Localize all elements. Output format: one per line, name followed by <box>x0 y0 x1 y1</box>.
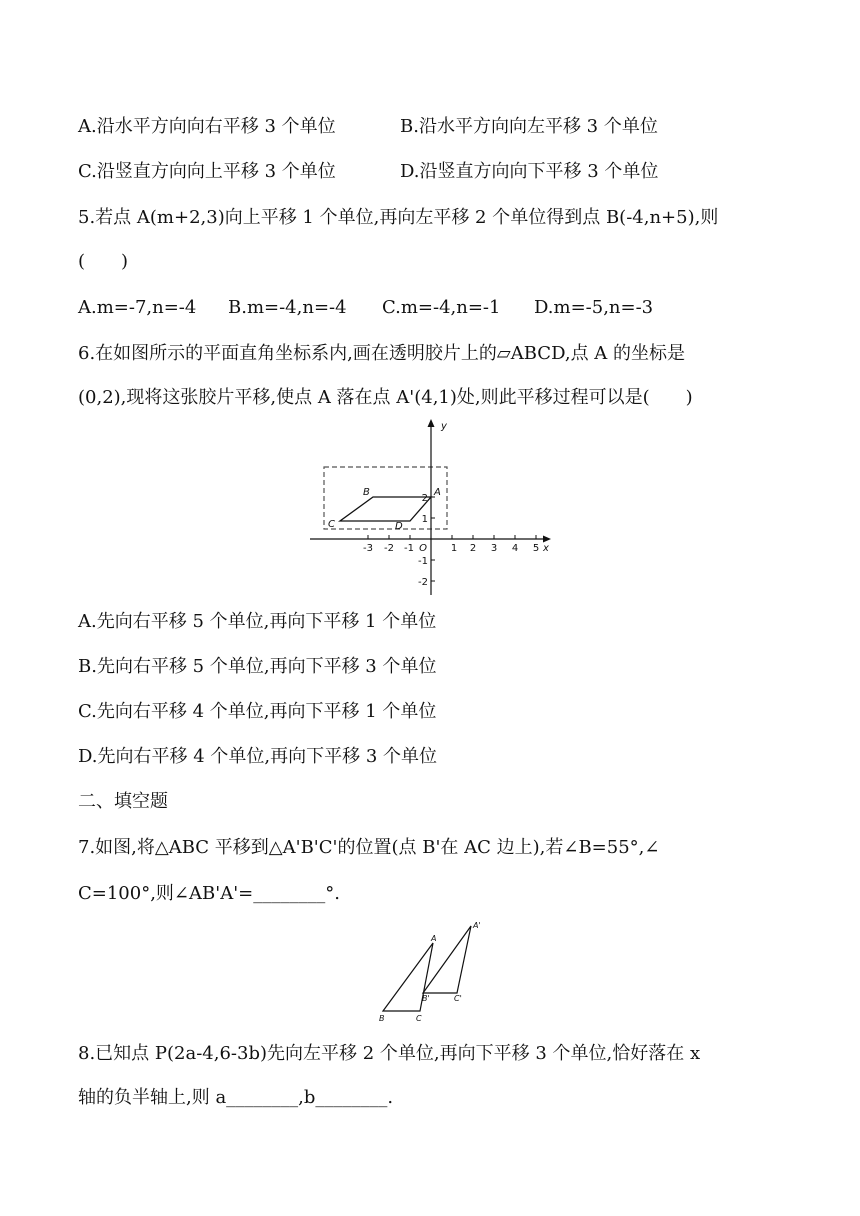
point-d-label: D <box>395 521 403 532</box>
section-title-fill-in: 二、填空题 <box>78 791 168 812</box>
x-tick-3: 3 <box>490 543 498 554</box>
x-tick-2: 2 <box>469 543 477 554</box>
tri-label-a1: A' <box>473 921 481 930</box>
q5-option-c: C.m=-4,n=-1 <box>382 297 501 318</box>
x-tick-neg1: -1 <box>404 543 414 554</box>
q5-stem-line2: ( ) <box>78 251 129 272</box>
q6-option-d: D.先向右平移 4 个单位,再向下平移 3 个单位 <box>78 746 438 767</box>
q8-stem-line1: 8.已知点 P(2a-4,6-3b)先向左平移 2 个单位,再向下平移 3 个单位,恰好落在 x <box>78 1043 701 1064</box>
x-tick-5: 5 <box>532 543 540 554</box>
x-tick-neg3: -3 <box>363 543 373 554</box>
q5-stem-line1: 5.若点 A(m+2,3)向上平移 1 个单位,再向左平移 2 个单位得到点 B(-4,n+5),则 <box>78 207 719 228</box>
q8-stem-line2: 轴的负半轴上,则 a________,b________. <box>78 1087 394 1108</box>
tri-label-c: C <box>416 1014 422 1023</box>
q7-stem-line1: 7.如图,将△ABC 平移到△A'B'C'的位置(点 B'在 AC 边上),若∠B=55°,∠ <box>78 837 660 858</box>
x-tick-1: 1 <box>450 543 458 554</box>
x-tick-neg2: -2 <box>384 543 394 554</box>
y-tick-1: 1 <box>421 514 428 525</box>
y-axis-arrow <box>428 419 435 427</box>
tri-label-b: B <box>379 1014 385 1023</box>
q6-option-b: B.先向右平移 5 个单位,再向下平移 3 个单位 <box>78 656 437 677</box>
q4-option-a: A.沿水平方向向右平移 3 个单位 <box>78 116 336 137</box>
q7-stem-line2: C=100°,则∠AB'A'=________°. <box>78 883 340 904</box>
q4-option-d: D.沿竖直方向向下平移 3 个单位 <box>400 161 659 182</box>
q4-option-b: B.沿水平方向向左平移 3 个单位 <box>400 116 658 137</box>
q5-option-d: D.m=-5,n=-3 <box>534 297 654 318</box>
q6-stem-line1: 6.在如图所示的平面直角坐标系内,画在透明胶片上的▱ABCD,点 A 的坐标是 <box>78 343 686 364</box>
x-axis-label: x <box>543 543 549 554</box>
point-c-label: C <box>328 519 335 530</box>
q5-option-b: B.m=-4,n=-4 <box>228 297 347 318</box>
q4-option-c: C.沿竖直方向向上平移 3 个单位 <box>78 161 336 182</box>
q5-option-a: A.m=-7,n=-4 <box>78 297 197 318</box>
y-tick-neg1: -1 <box>418 556 428 567</box>
q6-option-c: C.先向右平移 4 个单位,再向下平移 1 个单位 <box>78 701 437 722</box>
y-tick-2: 2 <box>421 493 428 504</box>
origin-label: O <box>419 543 427 554</box>
q6-stem-line2: (0,2),现将这张胶片平移,使点 A 落在点 A'(4,1)处,则此平移过程可以是( ) <box>78 387 693 408</box>
point-b-label: B <box>363 487 370 498</box>
y-axis-label: y <box>441 421 447 432</box>
q6-coordinate-figure <box>300 415 560 600</box>
x-tick-4: 4 <box>511 543 519 554</box>
x-axis-arrow <box>543 536 551 543</box>
parallelogram-abcd <box>340 497 431 521</box>
tri-label-b1: B' <box>422 994 430 1003</box>
q6-option-a: A.先向右平移 5 个单位,再向下平移 1 个单位 <box>78 611 437 632</box>
q7-triangle-figure <box>370 918 490 1028</box>
tri-label-a: A <box>431 934 437 943</box>
point-a-label: A <box>434 487 441 498</box>
y-tick-neg2: -2 <box>418 577 428 588</box>
tri-label-c1: C' <box>454 994 462 1003</box>
